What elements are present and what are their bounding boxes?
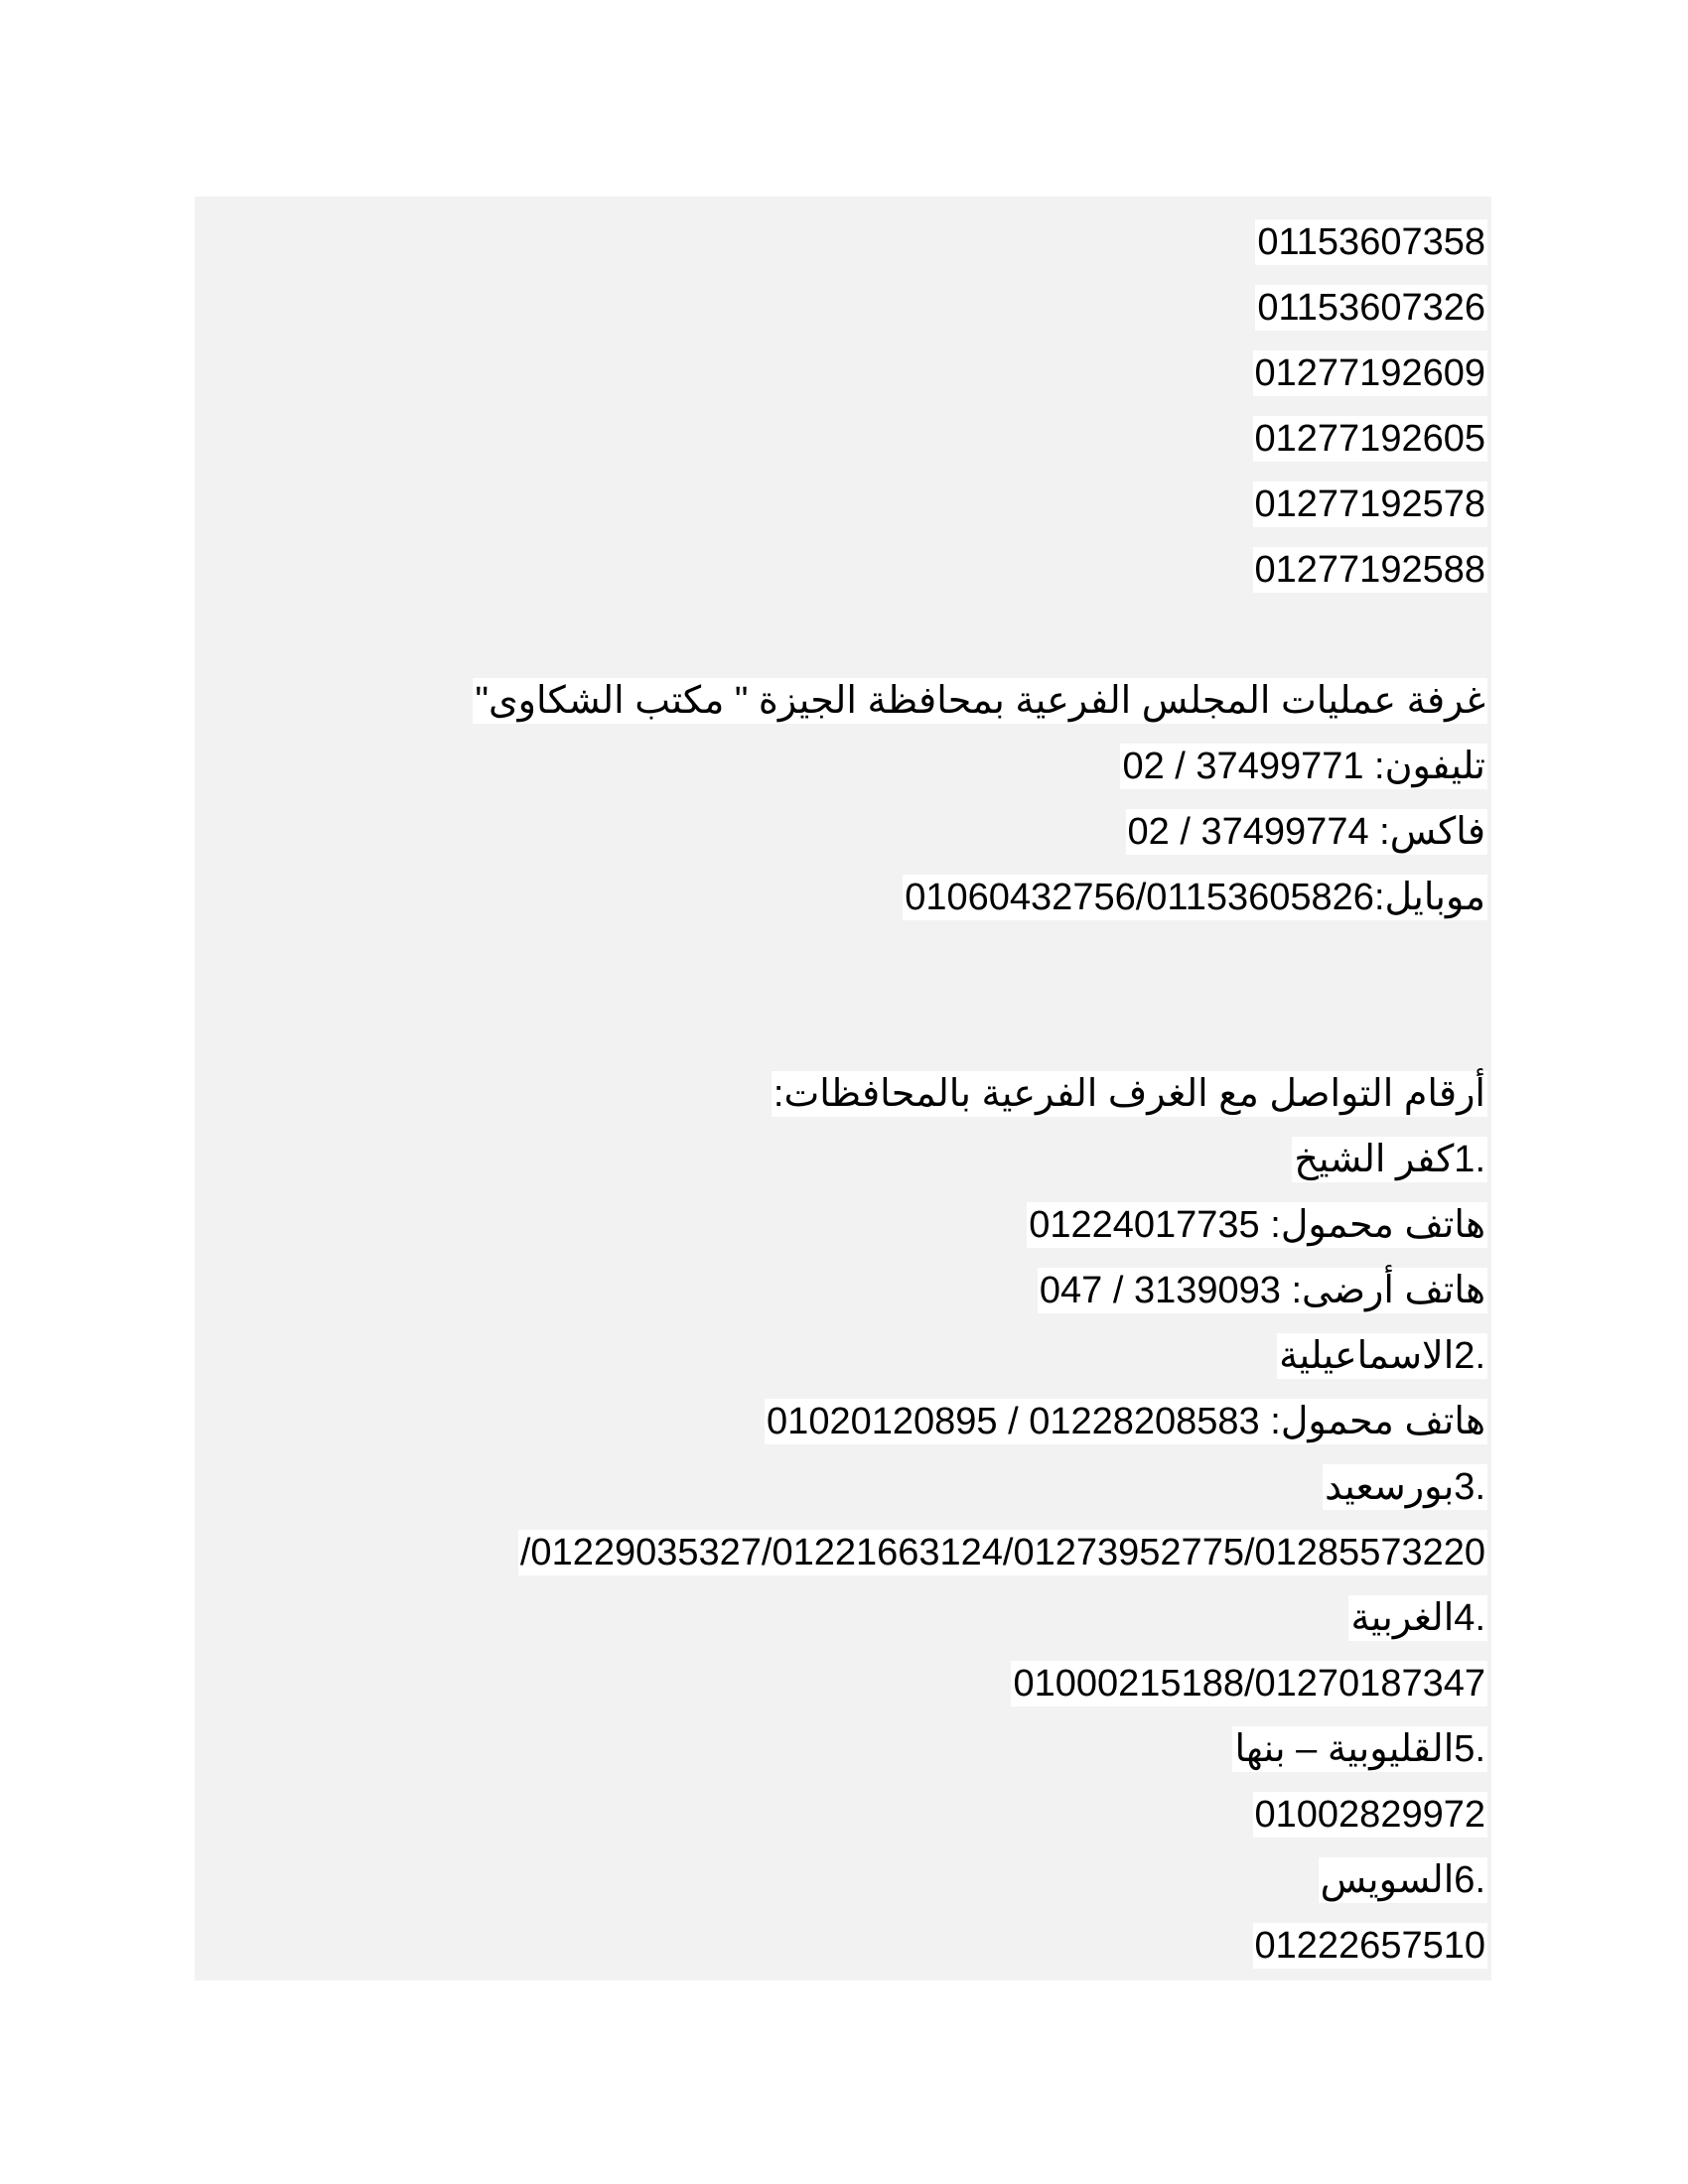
branch-title-line	[1232, 1726, 1487, 1772]
giza-mobile-line	[903, 875, 1487, 920]
giza-fax-line	[1126, 809, 1487, 855]
branch-title-line	[1348, 1595, 1487, 1641]
branches-heading: أرقام التواصل مع الغرف الفرعية بالمحافظات:	[773, 1073, 1485, 1115]
phone-number: 01277192578	[1254, 483, 1485, 525]
phone-number-line	[1253, 416, 1487, 462]
giza-room-title-line	[473, 678, 1487, 724]
branches-heading-line	[772, 1071, 1487, 1117]
phone-number-line	[1255, 285, 1487, 331]
branch-numbers: 01002829972	[1254, 1794, 1485, 1836]
branch-numbers: /01229035327/01221663124/01273952775/01285573220	[519, 1532, 1485, 1573]
branch-mobile-line	[1027, 1202, 1487, 1248]
giza-phone: تليفون: 37499771 / 02	[1122, 746, 1485, 787]
branch-title-port-said: .3بورسعيد	[1325, 1466, 1485, 1508]
branch-title-line	[1323, 1464, 1487, 1510]
branch-numbers-line	[1253, 1923, 1487, 1969]
phone-number: 01277192588	[1254, 549, 1485, 591]
phone-number: 01153607358	[1257, 221, 1485, 263]
branch-title-ismailia: .2الاسماعيلية	[1279, 1335, 1485, 1377]
branch-mobile: هاتف محمول: 01224017735	[1029, 1204, 1485, 1246]
branch-title-qalyubia: .5القليوبية – بنها	[1234, 1728, 1485, 1770]
branch-numbers-line	[1253, 1792, 1487, 1838]
branch-numbers-line	[518, 1530, 1487, 1575]
phone-number-line	[1255, 219, 1487, 265]
giza-phone-line	[1120, 744, 1487, 789]
branch-mobile-line	[765, 1399, 1487, 1444]
giza-mobile: موبايل:01060432756/01153605826	[905, 877, 1485, 918]
branch-title-suez: .6السويس	[1320, 1859, 1485, 1901]
branch-title-line	[1319, 1857, 1487, 1903]
branch-numbers-line	[1011, 1661, 1487, 1706]
branch-title-gharbia: .4الغربية	[1350, 1597, 1485, 1639]
phone-number-line	[1253, 547, 1487, 593]
phone-number: 01277192605	[1254, 418, 1485, 460]
branch-numbers: 01222657510	[1254, 1925, 1485, 1967]
branch-title-line	[1277, 1333, 1487, 1379]
branch-landline: هاتف أرضى: 3139093 / 047	[1039, 1270, 1485, 1311]
giza-fax: فاكس: 37499774 / 02	[1127, 811, 1485, 853]
phone-number: 01153607326	[1257, 287, 1485, 329]
branch-numbers: 01000215188/01270187347	[1013, 1663, 1485, 1705]
branch-mobile: هاتف محمول: 01228208583 / 01020120895	[767, 1401, 1485, 1442]
branch-landline-line	[1038, 1268, 1487, 1313]
phone-number-line	[1253, 350, 1487, 396]
phone-number-line	[1253, 481, 1487, 527]
branch-title-kafr-el-sheikh: .1كفر الشيخ	[1294, 1139, 1485, 1180]
phone-number: 01277192609	[1254, 352, 1485, 394]
giza-room-title: غرفة عمليات المجلس الفرعية بمحافظة الجيزة " مكتب الشكاوى"	[475, 680, 1485, 722]
branch-title-line	[1292, 1137, 1487, 1182]
